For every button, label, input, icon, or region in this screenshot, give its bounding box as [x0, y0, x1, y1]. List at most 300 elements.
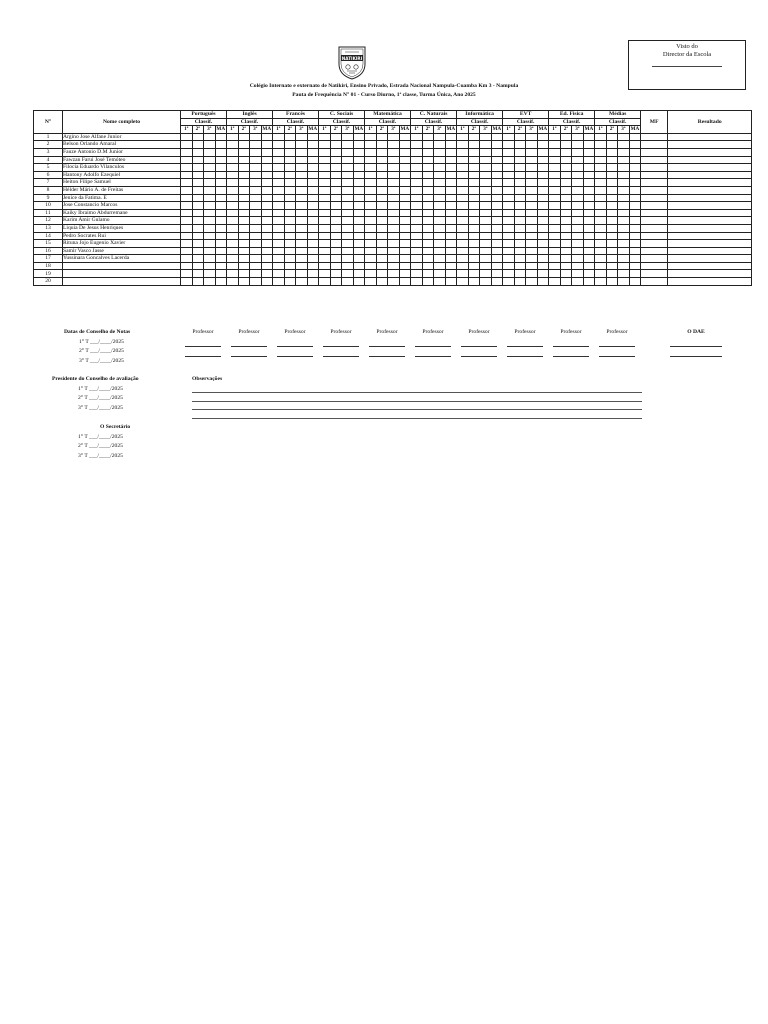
grade-cell — [641, 202, 668, 210]
grade-cell — [204, 278, 216, 286]
grade-cell — [342, 262, 354, 270]
grade-cell — [629, 247, 641, 255]
table-row — [34, 270, 752, 278]
grade-cell — [273, 148, 285, 156]
grade-cell — [572, 224, 584, 232]
grade-cell — [215, 148, 227, 156]
grade-cell — [353, 164, 365, 172]
professor-label: Professor — [422, 329, 444, 335]
grade-cell — [215, 255, 227, 263]
grade-cell — [365, 156, 377, 164]
grade-cell — [549, 232, 561, 240]
grade-cell — [629, 156, 641, 164]
grade-cell — [641, 133, 668, 141]
grade-cell — [480, 179, 492, 187]
grade-cell — [514, 278, 526, 286]
grade-cell — [296, 156, 308, 164]
grade-cell — [457, 141, 469, 149]
grade-cell — [457, 133, 469, 141]
grade-cell — [491, 164, 503, 172]
grade-cell — [181, 133, 193, 141]
grade-cell — [181, 171, 193, 179]
grade-cell — [261, 133, 273, 141]
grade-cell — [583, 186, 595, 194]
school-logo — [336, 44, 368, 80]
grade-cell — [353, 133, 365, 141]
grade-cell — [526, 255, 538, 263]
grade-cell — [330, 171, 342, 179]
grade-cell — [261, 262, 273, 270]
grade-cell — [514, 148, 526, 156]
grade-cell — [457, 232, 469, 240]
grade-cell — [537, 255, 549, 263]
grade-cell — [388, 164, 400, 172]
grade-cell — [284, 278, 296, 286]
professor-signature-line — [185, 337, 221, 347]
grade-cell — [491, 224, 503, 232]
grade-cell — [606, 186, 618, 194]
student-name: Pedro Socrates Rui — [63, 232, 181, 240]
grade-cell — [514, 255, 526, 263]
professor-signature-line — [231, 337, 267, 347]
grade-cell — [629, 278, 641, 286]
student-number: 18 — [34, 262, 63, 270]
grade-cell — [445, 209, 457, 217]
subject-header: C. Naturais — [411, 111, 457, 119]
grade-cell — [238, 171, 250, 179]
grade-cell — [629, 148, 641, 156]
grade-cell — [319, 240, 331, 248]
grade-cell — [434, 186, 446, 194]
trimester-header: 2ª — [422, 126, 434, 134]
presidente-block — [52, 375, 187, 413]
grade-cell — [388, 224, 400, 232]
grade-cell — [319, 164, 331, 172]
grade-cell — [422, 202, 434, 210]
student-number: 16 — [34, 247, 63, 255]
grade-cell — [641, 217, 668, 225]
trimester-header: MA — [584, 126, 594, 133]
grade-cell — [376, 171, 388, 179]
grade-cell — [399, 171, 411, 179]
grade-cell — [376, 141, 388, 149]
student-number: 5 — [34, 164, 63, 172]
grade-cell — [365, 141, 377, 149]
grade-cell — [583, 141, 595, 149]
grade-cell — [227, 224, 239, 232]
grade-cell — [296, 171, 308, 179]
grade-cell — [468, 240, 480, 248]
grade-cell — [330, 179, 342, 187]
student-name: Jenice da Fatima. E — [63, 194, 181, 202]
subject-header: C. Sociais — [319, 111, 365, 119]
student-number: 8 — [34, 186, 63, 194]
grade-cell — [192, 141, 204, 149]
grade-cell — [365, 186, 377, 194]
grade-cell — [399, 270, 411, 278]
grade-cell — [319, 209, 331, 217]
grade-cell — [537, 247, 549, 255]
student-name: Fawzan Farui José Temóteo — [63, 156, 181, 164]
grade-cell — [342, 156, 354, 164]
grade-cell — [227, 240, 239, 248]
grade-cell — [422, 209, 434, 217]
grade-cell — [192, 240, 204, 248]
grade-cell — [595, 255, 607, 263]
grade-cell — [307, 171, 319, 179]
grade-cell — [399, 247, 411, 255]
grade-cell — [399, 148, 411, 156]
grade-cell — [549, 194, 561, 202]
grade-cell — [330, 224, 342, 232]
grade-cell — [273, 247, 285, 255]
professor-signature-line — [599, 347, 635, 357]
grade-cell — [560, 240, 572, 248]
grade-cell — [618, 270, 630, 278]
grade-cell — [204, 255, 216, 263]
trimester-header: 3ª — [480, 126, 492, 134]
grade-cell — [514, 156, 526, 164]
grade-cell — [434, 179, 446, 187]
grade-cell — [629, 141, 641, 149]
grade-cell — [606, 224, 618, 232]
grade-cell — [365, 179, 377, 187]
grade-cell — [284, 148, 296, 156]
grade-cell — [399, 232, 411, 240]
grade-cell — [629, 179, 641, 187]
trimester-header: 1ª — [227, 126, 239, 134]
table-row — [34, 240, 752, 248]
grade-cell — [445, 164, 457, 172]
grade-cell — [549, 262, 561, 270]
grade-cell — [445, 179, 457, 187]
grade-cell — [192, 232, 204, 240]
grade-cell — [549, 156, 561, 164]
grade-cell — [457, 179, 469, 187]
professor-signature — [548, 328, 594, 357]
grade-cell — [342, 247, 354, 255]
grade-cell — [330, 240, 342, 248]
grade-cell — [376, 255, 388, 263]
grade-cell — [560, 232, 572, 240]
date-1t: 1° T ___/____/2025 — [79, 338, 124, 345]
grade-cell — [284, 270, 296, 278]
grade-cell — [445, 232, 457, 240]
grade-cell — [192, 148, 204, 156]
grade-cell — [572, 179, 584, 187]
grade-cell — [388, 247, 400, 255]
grade-cell — [445, 217, 457, 225]
student-name: Filocia Eduardo Vilanculos — [63, 164, 181, 172]
grade-cell — [261, 224, 273, 232]
grade-cell — [330, 262, 342, 270]
grade-cell — [583, 217, 595, 225]
table-row — [34, 262, 752, 270]
table-row — [34, 202, 752, 210]
grade-cell — [560, 179, 572, 187]
table-row — [34, 148, 752, 156]
grade-cell — [595, 171, 607, 179]
grade-cell — [273, 232, 285, 240]
grade-cell — [503, 232, 515, 240]
grade-cell — [353, 186, 365, 194]
professor-label: Professor — [376, 329, 398, 335]
grade-cell — [434, 133, 446, 141]
col-header-mf: MF — [641, 111, 668, 134]
school-crest-icon — [336, 44, 368, 80]
table-row — [34, 171, 752, 179]
grade-cell — [526, 194, 538, 202]
grade-cell — [342, 141, 354, 149]
grade-cell — [537, 141, 549, 149]
grade-cell — [422, 240, 434, 248]
grade-cell — [273, 262, 285, 270]
grade-cell — [342, 278, 354, 286]
grade-cell — [296, 247, 308, 255]
classif-header: Classif. — [273, 118, 319, 126]
grade-cell — [238, 202, 250, 210]
student-number: 10 — [34, 202, 63, 210]
grade-cell — [273, 278, 285, 286]
grade-cell — [618, 240, 630, 248]
grade-cell — [411, 202, 423, 210]
grade-cell — [319, 186, 331, 194]
grade-cell — [549, 148, 561, 156]
grade-cell — [353, 255, 365, 263]
grade-cell — [215, 133, 227, 141]
grade-cell — [376, 240, 388, 248]
grade-cell — [261, 171, 273, 179]
classif-header: Classif. — [457, 118, 503, 126]
trimester-header: 3ª — [204, 126, 216, 134]
grade-cell — [491, 240, 503, 248]
grade-cell — [583, 133, 595, 141]
grade-cell — [215, 217, 227, 225]
grade-cell — [514, 209, 526, 217]
grade-cell — [491, 194, 503, 202]
grade-cell — [273, 179, 285, 187]
student-name: Karim Amir Gulamo — [63, 217, 181, 225]
grade-cell — [537, 179, 549, 187]
grade-cell — [261, 148, 273, 156]
grade-cell — [583, 194, 595, 202]
grade-cell — [618, 186, 630, 194]
grade-cell — [250, 194, 262, 202]
grade-cell — [668, 262, 752, 270]
observacoes-line — [192, 402, 642, 411]
subject-header: Matemática — [365, 111, 411, 119]
grade-cell — [307, 224, 319, 232]
professor-signature-line — [553, 337, 589, 347]
professor-signature — [594, 328, 640, 357]
grade-cell — [376, 217, 388, 225]
trimester-header: 2ª — [192, 126, 204, 134]
grade-cell — [284, 209, 296, 217]
student-name: Hélder Mário A. de Freitas — [63, 186, 181, 194]
grade-cell — [537, 224, 549, 232]
grade-cell — [307, 232, 319, 240]
grade-cell — [296, 217, 308, 225]
col-header-number: N° — [34, 111, 63, 134]
grade-cell — [296, 179, 308, 187]
grade-cell — [514, 141, 526, 149]
grade-cell — [629, 164, 641, 172]
grade-cell — [422, 156, 434, 164]
grade-cell — [560, 164, 572, 172]
grade-cell — [411, 133, 423, 141]
grade-cell — [192, 171, 204, 179]
grade-cell — [319, 156, 331, 164]
grade-cell — [181, 179, 193, 187]
grade-cell — [537, 217, 549, 225]
grade-cell — [192, 270, 204, 278]
grade-cell — [572, 133, 584, 141]
grade-cell — [549, 247, 561, 255]
grade-cell — [284, 247, 296, 255]
grade-cell — [250, 247, 262, 255]
grade-cell — [296, 224, 308, 232]
grade-cell — [319, 224, 331, 232]
grade-cell — [668, 194, 752, 202]
grade-cell — [376, 148, 388, 156]
student-name: Belson Orlando Amaral — [63, 141, 181, 149]
grade-cell — [434, 232, 446, 240]
grade-cell — [641, 156, 668, 164]
grade-cell — [238, 148, 250, 156]
grade-cell — [503, 202, 515, 210]
grade-cell — [261, 194, 273, 202]
student-name: Heiton Filipe Samuel — [63, 179, 181, 187]
grade-cell — [629, 171, 641, 179]
presidente-date-2t: 2° T ___/____/2025 — [78, 395, 123, 401]
grade-cell — [503, 186, 515, 194]
student-number: 15 — [34, 240, 63, 248]
grade-cell — [399, 156, 411, 164]
grade-cell — [388, 262, 400, 270]
grade-cell — [215, 141, 227, 149]
student-name — [63, 262, 181, 270]
grade-cell — [342, 232, 354, 240]
grade-cell — [560, 194, 572, 202]
grade-cell — [480, 209, 492, 217]
grade-cell — [238, 156, 250, 164]
grade-cell — [583, 240, 595, 248]
grade-cell — [549, 278, 561, 286]
grade-cell — [250, 224, 262, 232]
grade-cell — [468, 278, 480, 286]
professor-label: Professor — [330, 329, 352, 335]
grade-cell — [503, 217, 515, 225]
trimester-header: MA — [262, 126, 272, 133]
grade-cell — [641, 240, 668, 248]
secretario-date-2t: 2° T ___/____/2025 — [78, 443, 123, 449]
grade-cell — [618, 255, 630, 263]
grade-cell — [668, 179, 752, 187]
grade-cell — [307, 240, 319, 248]
professor-signature-line — [231, 347, 267, 357]
grade-cell — [629, 224, 641, 232]
grade-cell — [434, 148, 446, 156]
grade-cell — [411, 224, 423, 232]
grade-cell — [273, 240, 285, 248]
grade-cell — [319, 278, 331, 286]
grade-cell — [629, 209, 641, 217]
grade-cell — [238, 186, 250, 194]
professor-signature-line — [415, 337, 451, 347]
grade-cell — [399, 255, 411, 263]
grade-cell — [238, 224, 250, 232]
grade-cell — [641, 262, 668, 270]
trimester-header: 3ª — [434, 126, 446, 134]
grade-cell — [595, 270, 607, 278]
grade-cell — [192, 278, 204, 286]
grade-cell — [399, 209, 411, 217]
grade-cell — [342, 270, 354, 278]
grade-cell — [491, 217, 503, 225]
grade-cell — [583, 262, 595, 270]
grade-cell — [606, 232, 618, 240]
grade-cell — [480, 278, 492, 286]
grade-cell — [284, 232, 296, 240]
grade-cell — [503, 194, 515, 202]
grade-cell — [549, 224, 561, 232]
grade-cell — [342, 240, 354, 248]
grade-cell — [296, 255, 308, 263]
student-name: Hantony Adolfo Ezequiel — [63, 171, 181, 179]
grade-cell — [549, 209, 561, 217]
professor-label: Professor — [284, 329, 306, 335]
grade-cell — [376, 202, 388, 210]
grade-cell — [503, 171, 515, 179]
grade-cell — [572, 164, 584, 172]
trimester-header: 1ª — [319, 126, 331, 134]
grade-cell — [560, 224, 572, 232]
trimester-header: 2ª — [514, 126, 526, 134]
grade-cell — [307, 255, 319, 263]
grade-cell — [411, 171, 423, 179]
grade-cell — [365, 217, 377, 225]
grade-cell — [388, 156, 400, 164]
grade-cell — [204, 232, 216, 240]
grade-cell — [204, 224, 216, 232]
grade-cell — [319, 262, 331, 270]
grade-cell — [330, 148, 342, 156]
grade-cell — [549, 202, 561, 210]
grade-cell — [537, 209, 549, 217]
grade-cell — [503, 247, 515, 255]
grade-cell — [618, 164, 630, 172]
grade-cell — [434, 262, 446, 270]
grade-cell — [227, 278, 239, 286]
grade-cell — [668, 171, 752, 179]
grade-cell — [618, 209, 630, 217]
grade-cell — [227, 262, 239, 270]
grade-cell — [468, 224, 480, 232]
grade-cell — [572, 209, 584, 217]
grade-cell — [411, 164, 423, 172]
grade-cell — [215, 194, 227, 202]
grade-cell — [399, 133, 411, 141]
grade-cell — [273, 194, 285, 202]
trimester-header: MA — [630, 126, 640, 133]
grade-cell — [514, 133, 526, 141]
grade-cell — [606, 141, 618, 149]
grade-cell — [261, 278, 273, 286]
grade-cell — [434, 278, 446, 286]
grade-cell — [284, 164, 296, 172]
subject-header: Inglês — [227, 111, 273, 119]
grade-cell — [365, 224, 377, 232]
